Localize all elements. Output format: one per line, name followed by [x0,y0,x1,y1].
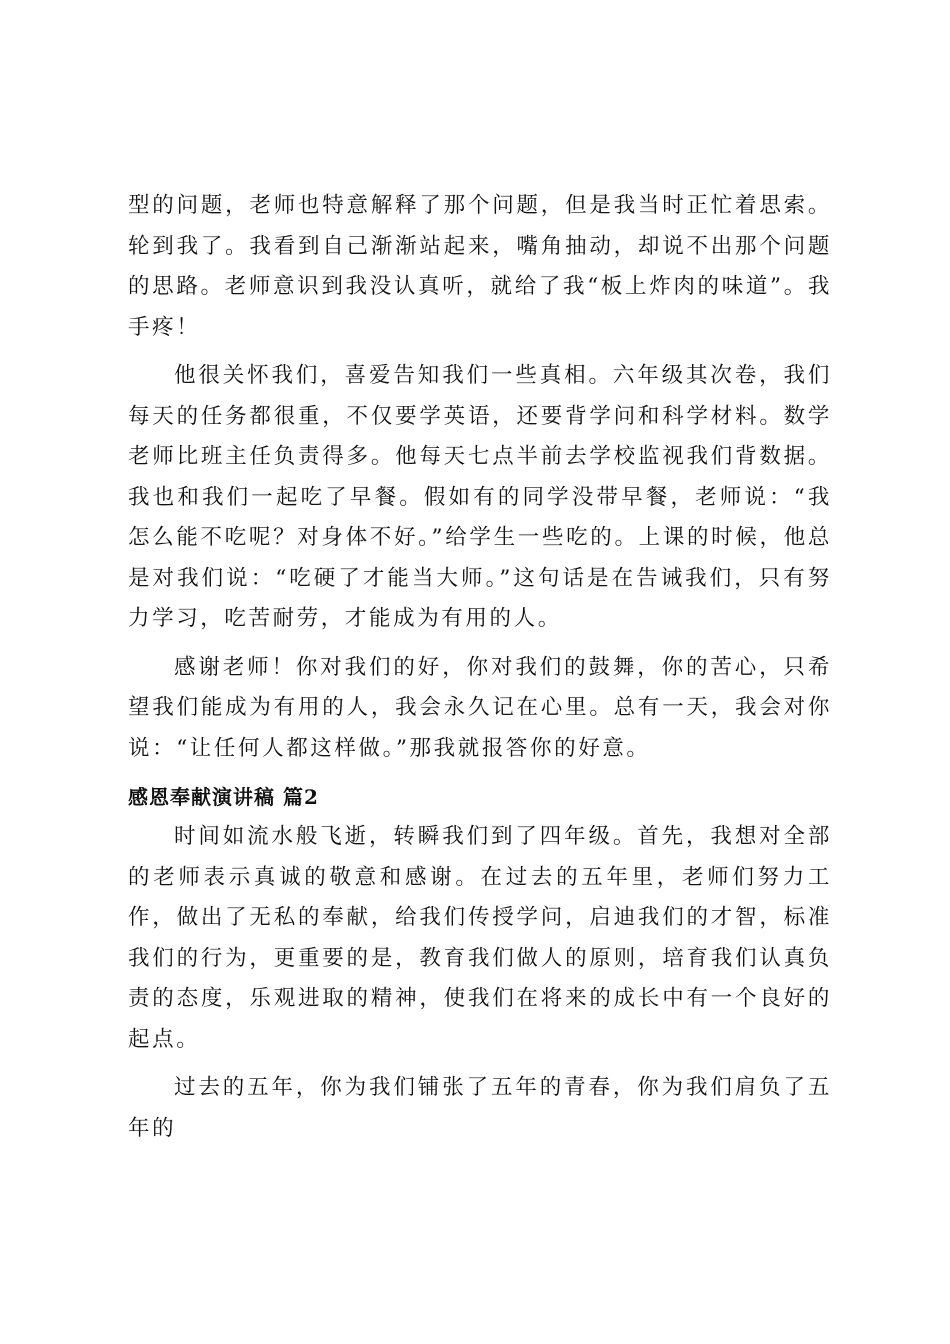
document-page [128,186,832,1149]
paragraph-2: 他很关怀我们，喜爱告知我们一些真相。六年级其次卷，我们每天的任务都很重，不仅要学英语，还要背学问和科学材料。数学老师比班主任负责得多。他每天七点半前去学校监视我们背数据。我也和我们一起吃了早餐。假如有的同学没带早餐，老师说：“我怎么能不吃呢？对身体不好。”给学生一些吃的。上课的时候，他总是对我们说：“吃硬了才能当大师。”这句话是在告诫我们，只有努力学习，吃苦耐劳，才能成为有用的人。 [128,363,832,631]
paragraph-3: 感谢老师！你对我们的好，你对我们的鼓舞，你的苦心，只希望我们能成为有用的人，我会永久记在心里。总有一天，我会对你说：“让任何人都这样做。”那我就报答你的好意。 [128,654,832,761]
paragraph-1: 型的问题，老师也特意解释了那个问题，但是我当时正忙着思索。轮到我了。我看到自己渐渐站起来，嘴角抽动，却说不出那个问题的思路。老师意识到我没认真听，就给了我“板上炸肉的味道”。我手疼！ [128,193,832,340]
section-heading: 感恩奉献演讲稿 篇2 [128,785,319,809]
paragraph-4: 时间如流水般飞逝，转瞬我们到了四年级。首先，我想对全部的老师表示真诚的敬意和感谢。在过去的五年里，老师们努力工作，做出了无私的奉献，给我们传授学问，启迪我们的才智，标准我们的行为，更重要的是，教育我们做人的原则，培育我们认真负责的态度，乐观进取的精神，使我们在将来的成长中有一个良好的起点。 [128,824,832,1052]
paragraph-5: 过去的五年，你为我们铺张了五年的青春，你为我们肩负了五年的 [128,1075,832,1141]
